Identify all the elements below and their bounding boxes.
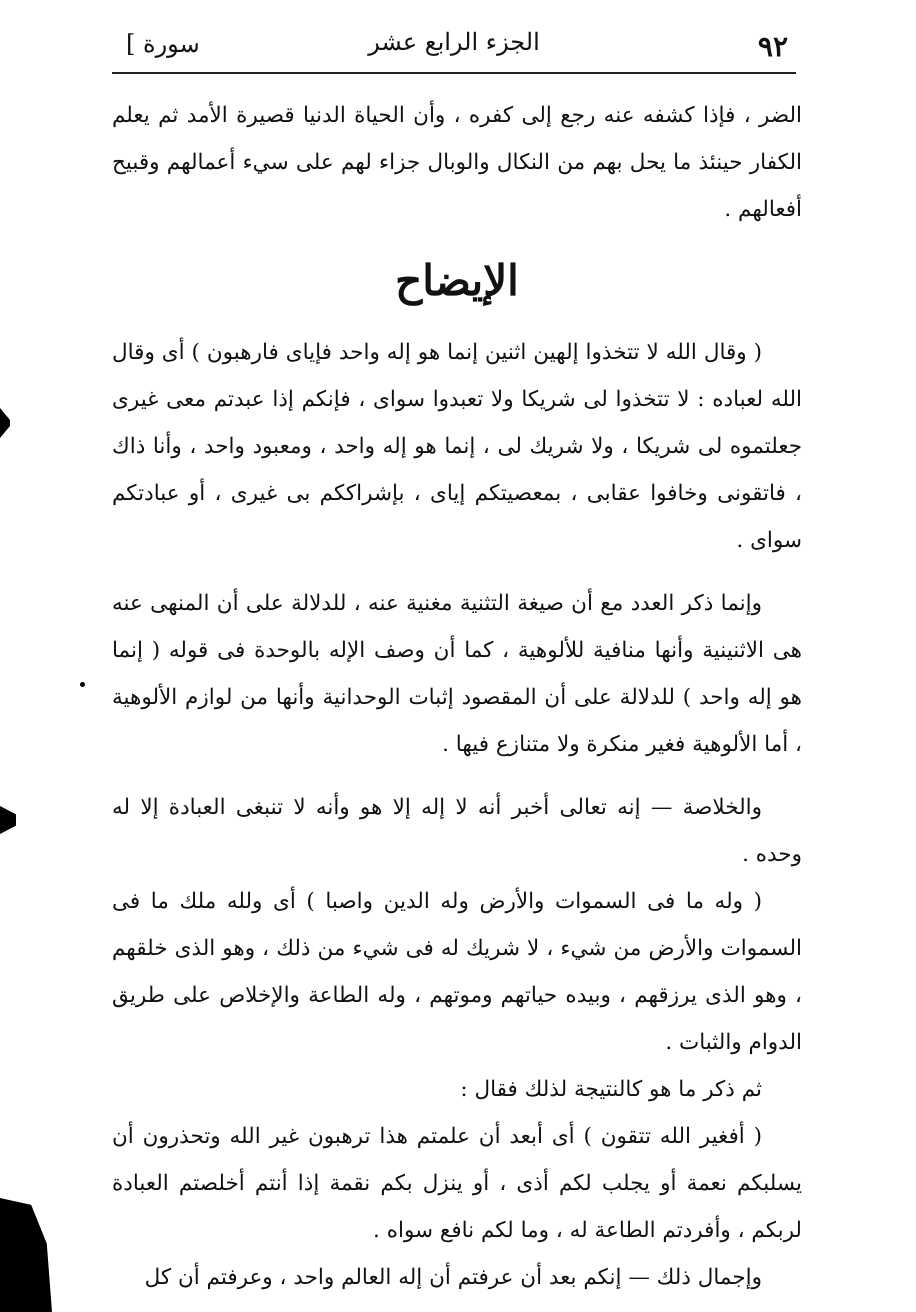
paragraph-3b: ( وله ما فى السموات والأرض وله الدين واصبا ) أى ولله ملك ما فى السموات والأرض من شيء ، لا شريك له فى شيء من ذلك ، وهو الذى خلقهم ، وهو الذى يرزقهم ، وبيده حياتهم وموتهم ، وله الطاعة والإخلاص على طريق الدوام والثبات . xyxy=(112,889,802,1055)
paragraph-3a: والخلاصة — إنه تعالى أخبر أنه لا إله إلا هو وأنه لا تنبغى العبادة إلا له وحده . xyxy=(112,795,802,867)
paragraph-2: وإنما ذكر العدد مع أن صيغة التثنية مغنية عنه ، للدلالة على أن المنهى عنه هى الاثنينية وأنها منافية للألوهية ، كما أن وصف الإله بالوحدة فى قوله ( إنما هو إله واحد ) للدلالة على أن المقصود إثبات الوحدانية وأنها من لوازم الألوهية ، أما الألوهية فغير منكرة ولا متنازع فيها . xyxy=(112,591,802,757)
page-number: ٩٢ xyxy=(757,30,788,63)
paragraph-6: وإجمال ذلك — إنكم بعد أن عرفتم أن إله العالم واحد ، وعرفتم أن كل xyxy=(144,1265,762,1290)
intro-paragraph: الضر ، فإذا كشفه عنه رجع إلى كفره ، وأن الحياة الدنيا قصيرة الأمد ثم يعلم الكفار حينئذ ما يحل بهم من النكال والوبال جزاء لهم على سيء أعمالهم وقبيح أفعالهم . xyxy=(112,103,802,222)
paragraph-4: ثم ذكر ما هو كالنتيجة لذلك فقال : xyxy=(460,1077,762,1102)
paragraph-1: ( وقال الله لا تتخذوا إلهين اثنين إنما هو إله واحد فإياى فارهبون ) أى وقال الله لعباده : لا تتخذوا لى شريكا ولا تعبدوا سواى ، فإنكم إذا عبدتم معى غيرى جعلتموه لى شريكا ، ولا شريك لى ، إنما هو إله واحد ، ومعبود واحد ، وأنا ذاك ، فاتقونى وخافوا عقابى ، بمعصيتكم إياى ، بإشراككم بى غيرى ، أو عبادتكم سواى . xyxy=(112,340,802,553)
paragraph-5: ( أفغير الله تتقون ) أى أبعد أن علمتم هذا ترهبون غير الله وتحذرون أن يسلبكم نعمة أو يجلب لكم أذى ، أو ينزل بكم نقمة إذا أنتم أخلصتم العبادة لربكم ، وأفردتم الطاعة له ، وما لكم نافع سواه . xyxy=(112,1124,802,1243)
section-heading: الإيضاح xyxy=(395,256,519,305)
page-header xyxy=(112,22,796,74)
scan-edge-mark-1 xyxy=(0,408,10,438)
scan-edge-bottom xyxy=(0,1198,52,1312)
scan-edge-mark-2 xyxy=(0,806,16,834)
scan-dot xyxy=(80,682,85,687)
part-title: الجزء الرابع عشر xyxy=(368,28,540,56)
surah-label: [ سورة xyxy=(126,30,200,58)
page-body xyxy=(112,92,802,1301)
